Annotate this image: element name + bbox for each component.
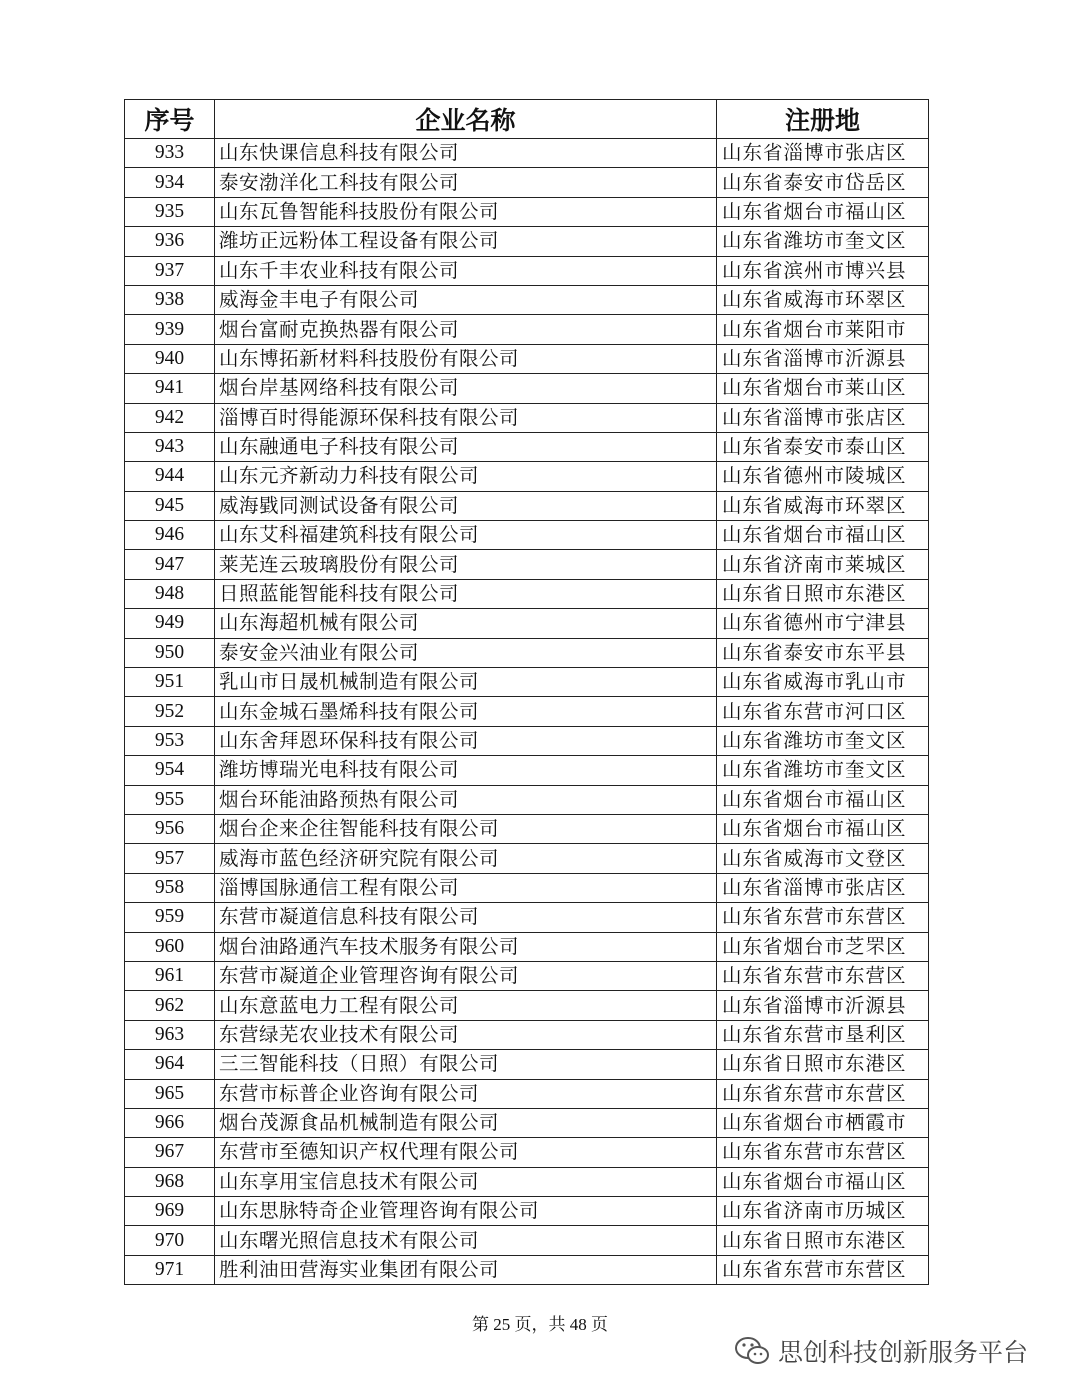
row-registration-place: 山东省烟台市栖霞市 <box>717 1108 929 1137</box>
table-row <box>125 579 929 608</box>
row-serial: 938 <box>125 285 215 314</box>
row-company-name: 泰安金兴油业有限公司 <box>215 638 717 667</box>
row-company-name: 淄博百时得能源环保科技有限公司 <box>215 403 717 432</box>
table-row <box>125 991 929 1020</box>
row-company-name: 东营绿芜农业技术有限公司 <box>215 1020 717 1049</box>
row-registration-place: 山东省烟台市莱山区 <box>717 374 929 403</box>
table-row <box>125 374 929 403</box>
row-serial: 950 <box>125 638 215 667</box>
row-serial: 960 <box>125 932 215 961</box>
table-row <box>125 844 929 873</box>
row-company-name: 烟台环能油路预热有限公司 <box>215 785 717 814</box>
row-registration-place: 山东省东营市垦利区 <box>717 1020 929 1049</box>
wechat-icon <box>734 1336 770 1366</box>
table-row <box>125 1167 929 1196</box>
header-company-name: 企业名称 <box>215 100 717 139</box>
row-serial: 967 <box>125 1138 215 1167</box>
table-row <box>125 344 929 373</box>
row-company-name: 乳山市日晟机械制造有限公司 <box>215 668 717 697</box>
row-registration-place: 山东省东营市东营区 <box>717 1255 929 1284</box>
watermark-text: 思创科技创新服务平台 <box>778 1338 1029 1367</box>
table-row <box>125 726 929 755</box>
row-serial: 936 <box>125 227 215 256</box>
row-registration-place: 山东省泰安市泰山区 <box>717 432 929 461</box>
table-row <box>125 521 929 550</box>
row-company-name: 威海市蓝色经济研究院有限公司 <box>215 844 717 873</box>
table-row <box>125 756 929 785</box>
enterprise-table-container <box>124 99 928 1285</box>
row-serial: 937 <box>125 256 215 285</box>
row-company-name: 泰安渤洋化工科技有限公司 <box>215 168 717 197</box>
row-serial: 964 <box>125 1050 215 1079</box>
row-company-name: 烟台油路通汽车技术服务有限公司 <box>215 932 717 961</box>
table-row <box>125 1108 929 1137</box>
row-serial: 941 <box>125 374 215 403</box>
row-registration-place: 山东省潍坊市奎文区 <box>717 756 929 785</box>
row-serial: 963 <box>125 1020 215 1049</box>
row-registration-place: 山东省烟台市福山区 <box>717 1167 929 1196</box>
header-registration-place: 注册地 <box>717 100 929 139</box>
table-row <box>125 1050 929 1079</box>
row-registration-place: 山东省威海市乳山市 <box>717 668 929 697</box>
row-registration-place: 山东省威海市文登区 <box>717 844 929 873</box>
table-header-row <box>125 100 929 139</box>
page-number: 第 25 页，共 48 页 <box>472 1315 608 1334</box>
table-row <box>125 285 929 314</box>
table-row <box>125 197 929 226</box>
row-serial: 944 <box>125 462 215 491</box>
row-registration-place: 山东省威海市环翠区 <box>717 491 929 520</box>
row-registration-place: 山东省济南市莱城区 <box>717 550 929 579</box>
enterprise-table <box>124 99 929 1285</box>
row-registration-place: 山东省泰安市岱岳区 <box>717 168 929 197</box>
row-company-name: 威海金丰电子有限公司 <box>215 285 717 314</box>
table-row <box>125 139 929 168</box>
row-company-name: 潍坊正远粉体工程设备有限公司 <box>215 227 717 256</box>
table-row <box>125 638 929 667</box>
row-registration-place: 山东省泰安市东平县 <box>717 638 929 667</box>
row-serial: 952 <box>125 697 215 726</box>
row-registration-place: 山东省日照市东港区 <box>717 579 929 608</box>
row-registration-place: 山东省威海市环翠区 <box>717 285 929 314</box>
table-row <box>125 1138 929 1167</box>
row-company-name: 山东融通电子科技有限公司 <box>215 432 717 461</box>
row-serial: 942 <box>125 403 215 432</box>
header-serial: 序号 <box>125 100 215 139</box>
row-company-name: 烟台岸基网络科技有限公司 <box>215 374 717 403</box>
table-row <box>125 1255 929 1284</box>
table-row <box>125 168 929 197</box>
row-registration-place: 山东省德州市宁津县 <box>717 609 929 638</box>
row-serial: 959 <box>125 903 215 932</box>
row-serial: 961 <box>125 961 215 990</box>
row-company-name: 东营市凝道信息科技有限公司 <box>215 903 717 932</box>
row-company-name: 潍坊博瑞光电科技有限公司 <box>215 756 717 785</box>
row-serial: 968 <box>125 1167 215 1196</box>
row-company-name: 胜利油田营海实业集团有限公司 <box>215 1255 717 1284</box>
table-body <box>125 139 929 1285</box>
table-row <box>125 873 929 902</box>
row-registration-place: 山东省淄博市沂源县 <box>717 991 929 1020</box>
row-serial: 933 <box>125 139 215 168</box>
row-serial: 939 <box>125 315 215 344</box>
row-serial: 965 <box>125 1079 215 1108</box>
row-serial: 949 <box>125 609 215 638</box>
table-row <box>125 1020 929 1049</box>
table-row <box>125 903 929 932</box>
row-company-name: 东营市标普企业咨询有限公司 <box>215 1079 717 1108</box>
row-company-name: 山东思脉特奇企业管理咨询有限公司 <box>215 1197 717 1226</box>
row-company-name: 山东快课信息科技有限公司 <box>215 139 717 168</box>
row-registration-place: 山东省日照市东港区 <box>717 1226 929 1255</box>
row-registration-place: 山东省潍坊市奎文区 <box>717 726 929 755</box>
table-row <box>125 403 929 432</box>
row-registration-place: 山东省烟台市福山区 <box>717 197 929 226</box>
row-serial: 971 <box>125 1255 215 1284</box>
table-row <box>125 1226 929 1255</box>
row-serial: 970 <box>125 1226 215 1255</box>
row-company-name: 烟台企来企往智能科技有限公司 <box>215 814 717 843</box>
row-serial: 945 <box>125 491 215 520</box>
table-row <box>125 1197 929 1226</box>
row-serial: 947 <box>125 550 215 579</box>
row-company-name: 东营市凝道企业管理咨询有限公司 <box>215 961 717 990</box>
table-row <box>125 668 929 697</box>
row-serial: 953 <box>125 726 215 755</box>
row-serial: 957 <box>125 844 215 873</box>
table-row <box>125 697 929 726</box>
row-registration-place: 山东省东营市东营区 <box>717 903 929 932</box>
row-company-name: 山东海超机械有限公司 <box>215 609 717 638</box>
row-company-name: 日照蓝能智能科技有限公司 <box>215 579 717 608</box>
table-row <box>125 932 929 961</box>
row-serial: 946 <box>125 521 215 550</box>
row-serial: 958 <box>125 873 215 902</box>
row-serial: 934 <box>125 168 215 197</box>
row-serial: 935 <box>125 197 215 226</box>
row-registration-place: 山东省烟台市福山区 <box>717 814 929 843</box>
row-company-name: 莱芜连云玻璃股份有限公司 <box>215 550 717 579</box>
row-serial: 969 <box>125 1197 215 1226</box>
row-company-name: 山东金城石墨烯科技有限公司 <box>215 697 717 726</box>
row-registration-place: 山东省日照市东港区 <box>717 1050 929 1079</box>
row-registration-place: 山东省烟台市福山区 <box>717 785 929 814</box>
row-registration-place: 山东省东营市东营区 <box>717 961 929 990</box>
row-registration-place: 山东省烟台市莱阳市 <box>717 315 929 344</box>
row-company-name: 山东博拓新材料科技股份有限公司 <box>215 344 717 373</box>
table-row <box>125 961 929 990</box>
row-registration-place: 山东省烟台市芝罘区 <box>717 932 929 961</box>
row-registration-place: 山东省淄博市张店区 <box>717 873 929 902</box>
row-company-name: 山东艾科福建筑科技有限公司 <box>215 521 717 550</box>
table-row <box>125 609 929 638</box>
table-row <box>125 462 929 491</box>
row-company-name: 烟台茂源食品机械制造有限公司 <box>215 1108 717 1137</box>
table-row <box>125 1079 929 1108</box>
row-registration-place: 山东省东营市东营区 <box>717 1079 929 1108</box>
row-registration-place: 山东省烟台市福山区 <box>717 521 929 550</box>
table-row <box>125 256 929 285</box>
row-registration-place: 山东省东营市河口区 <box>717 697 929 726</box>
row-company-name: 山东千丰农业科技有限公司 <box>215 256 717 285</box>
row-company-name: 威海戥同测试设备有限公司 <box>215 491 717 520</box>
row-serial: 943 <box>125 432 215 461</box>
table-row <box>125 227 929 256</box>
table-row <box>125 432 929 461</box>
row-company-name: 山东享用宝信息技术有限公司 <box>215 1167 717 1196</box>
row-registration-place: 山东省济南市历城区 <box>717 1197 929 1226</box>
table-row <box>125 315 929 344</box>
table-row <box>125 491 929 520</box>
row-company-name: 山东元齐新动力科技有限公司 <box>215 462 717 491</box>
row-company-name: 淄博国脉通信工程有限公司 <box>215 873 717 902</box>
row-company-name: 山东舍拜恩环保科技有限公司 <box>215 726 717 755</box>
table-row <box>125 550 929 579</box>
row-serial: 951 <box>125 668 215 697</box>
row-registration-place: 山东省淄博市张店区 <box>717 403 929 432</box>
row-company-name: 烟台富耐克换热器有限公司 <box>215 315 717 344</box>
row-company-name: 三三智能科技（日照）有限公司 <box>215 1050 717 1079</box>
row-serial: 966 <box>125 1108 215 1137</box>
row-registration-place: 山东省淄博市沂源县 <box>717 344 929 373</box>
row-serial: 954 <box>125 756 215 785</box>
row-company-name: 山东瓦鲁智能科技股份有限公司 <box>215 197 717 226</box>
row-registration-place: 山东省滨州市博兴县 <box>717 256 929 285</box>
row-serial: 962 <box>125 991 215 1020</box>
row-registration-place: 山东省淄博市张店区 <box>717 139 929 168</box>
row-company-name: 东营市至德知识产权代理有限公司 <box>215 1138 717 1167</box>
row-serial: 955 <box>125 785 215 814</box>
row-serial: 940 <box>125 344 215 373</box>
table-row <box>125 785 929 814</box>
row-serial: 948 <box>125 579 215 608</box>
watermark <box>734 1333 1028 1369</box>
row-registration-place: 山东省德州市陵城区 <box>717 462 929 491</box>
row-company-name: 山东意蓝电力工程有限公司 <box>215 991 717 1020</box>
table-row <box>125 814 929 843</box>
row-serial: 956 <box>125 814 215 843</box>
row-registration-place: 山东省潍坊市奎文区 <box>717 227 929 256</box>
row-registration-place: 山东省东营市东营区 <box>717 1138 929 1167</box>
row-company-name: 山东曙光照信息技术有限公司 <box>215 1226 717 1255</box>
